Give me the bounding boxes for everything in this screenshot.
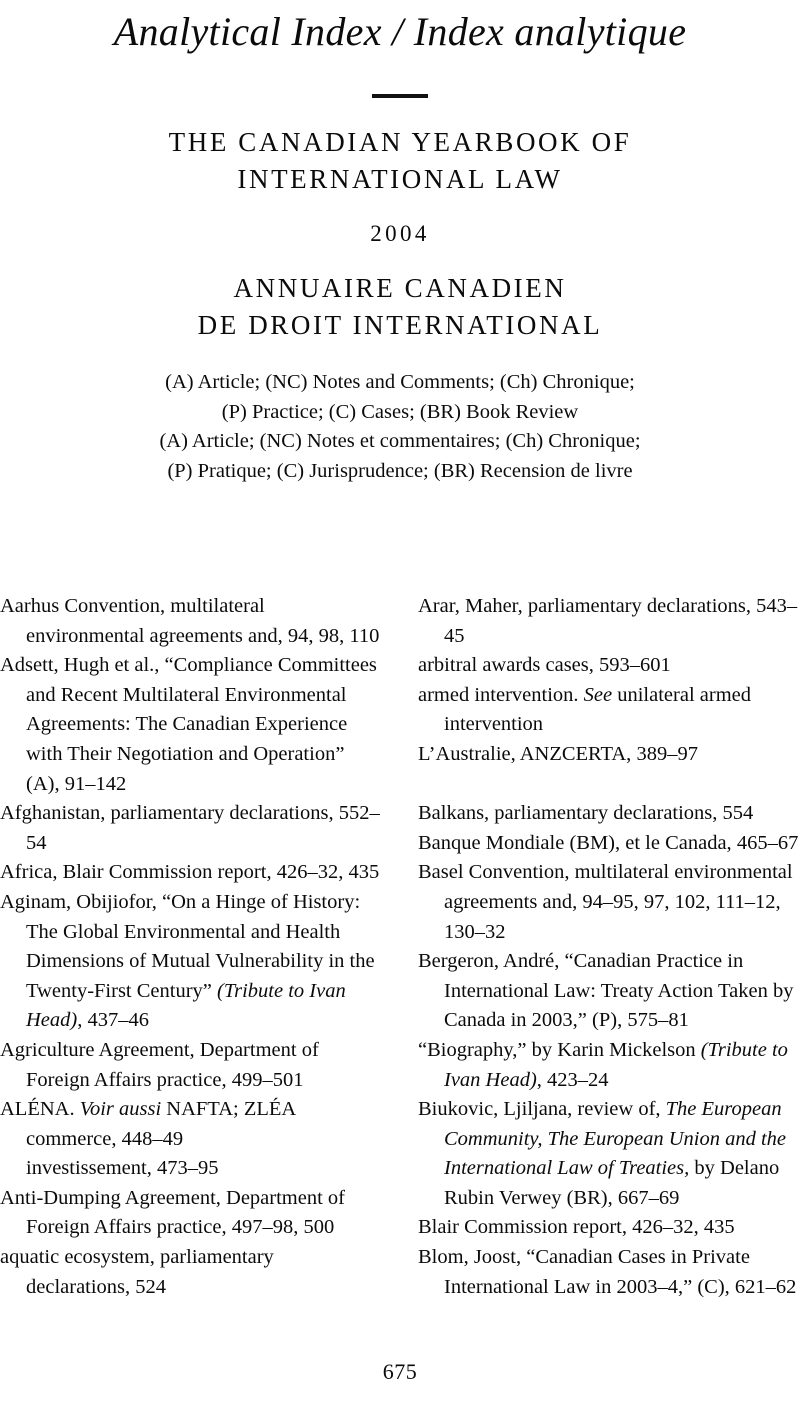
index-column-right bbox=[418, 592, 800, 1302]
page-number: 675 bbox=[382, 1359, 418, 1384]
journal-title-fr bbox=[0, 270, 800, 344]
index-entry: Blair Commission report, 426–32, 435 bbox=[418, 1216, 735, 1239]
index-entry: Afghanistan, parliamentary declarations, 552–54 bbox=[0, 802, 380, 854]
index-entry: “Biography,” by Karin Mickelson (Tribute to Ivan Head), 423–24 bbox=[418, 1038, 788, 1091]
index-entry: ALÉNA. Voir aussi NAFTA; ZLÉA bbox=[0, 1098, 297, 1121]
masthead bbox=[0, 0, 800, 486]
index-columns bbox=[0, 592, 800, 1332]
legend-line-4: (P) Pratique; (C) Jurisprudence; (BR) Recension de livre bbox=[167, 459, 633, 482]
index-entry: armed intervention. See unilateral armed intervention bbox=[418, 683, 751, 736]
index-column-left bbox=[0, 592, 382, 1302]
index-entry: Balkans, parliamentary declarations, 554 bbox=[418, 802, 754, 825]
index-entry: aquatic ecosystem, parliamentary declarations, 524 bbox=[0, 1246, 274, 1298]
journal-title-fr-line1: ANNUAIRE CANADIEN bbox=[233, 273, 567, 303]
journal-title-fr-line2: DE DROIT INTERNATIONAL bbox=[197, 310, 603, 340]
index-entry: Banque Mondiale (BM), et le Canada, 465–67 bbox=[418, 831, 799, 854]
index-entry: L’Australie, ANZCERTA, 389–97 bbox=[418, 742, 698, 765]
journal-title-en-line1: THE CANADIAN YEARBOOK OF bbox=[168, 127, 632, 157]
index-entry: Africa, Blair Commission report, 426–32, 435 bbox=[0, 861, 380, 884]
index-subentry: investissement, 473–95 bbox=[26, 1157, 219, 1180]
journal-year: 2004 bbox=[370, 221, 430, 246]
legend-line-3: (A) Article; (NC) Notes et commentaires; (Ch) Chronique; bbox=[159, 430, 641, 452]
index-entry: Agriculture Agreement, Department of Foreign Affairs practice, 499–501 bbox=[0, 1038, 319, 1091]
index-entry: Aarhus Convention, multilateral environmental agreements and, 94, 98, 110 bbox=[0, 595, 380, 647]
index-entry: Anti-Dumping Agreement, Department of Foreign Affairs practice, 497–98, 500 bbox=[0, 1186, 345, 1239]
index-entry: Blom, Joost, “Canadian Cases in Private International Law in 2003–4,” (C), 621–62 bbox=[418, 1246, 797, 1298]
page-title: Analytical Index / Index analytique bbox=[113, 9, 687, 54]
index-entry: Aginam, Obijiofor, “On a Hinge of History: The Global Environmental and Health Dimensions of Mutual Vulnerability in the Twenty-First Century” (Tribute to Ivan Head), 437–46 bbox=[0, 890, 375, 1032]
title-divider-rule bbox=[372, 94, 428, 98]
index-group-spacer bbox=[418, 770, 800, 800]
abbreviation-legend bbox=[0, 368, 800, 486]
journal-title-en bbox=[0, 124, 800, 198]
journal-title-en-line2: INTERNATIONAL LAW bbox=[237, 164, 563, 194]
index-entry: Biukovic, Ljiljana, review of, The European Community, The European Union and the International Law of Treaties, by Delano Rubin Verwey (BR), 667–69 bbox=[418, 1098, 787, 1209]
index-entry: Adsett, Hugh et al., “Compliance Committees and Recent Multilateral Environmental Agreements: The Canadian Experience with Their Negotiation and Operation” (A), 91–142 bbox=[0, 654, 377, 795]
legend-line-1: (A) Article; (NC) Notes and Comments; (Ch) Chronique; bbox=[165, 371, 635, 393]
index-entry: arbitral awards cases, 593–601 bbox=[418, 654, 671, 677]
index-entry: Arar, Maher, parliamentary declarations, 543–45 bbox=[418, 595, 798, 647]
index-entry: Bergeron, André, “Canadian Practice in International Law: Treaty Action Taken by Canada in 2003,” (P), 575–81 bbox=[418, 950, 794, 1032]
legend-line-2: (P) Practice; (C) Cases; (BR) Book Review bbox=[221, 400, 579, 423]
index-entry: Basel Convention, multilateral environmental agreements and, 94–95, 97, 102, 111–12, 130–32 bbox=[418, 861, 793, 943]
index-subentry: commerce, 448–49 bbox=[26, 1127, 184, 1150]
